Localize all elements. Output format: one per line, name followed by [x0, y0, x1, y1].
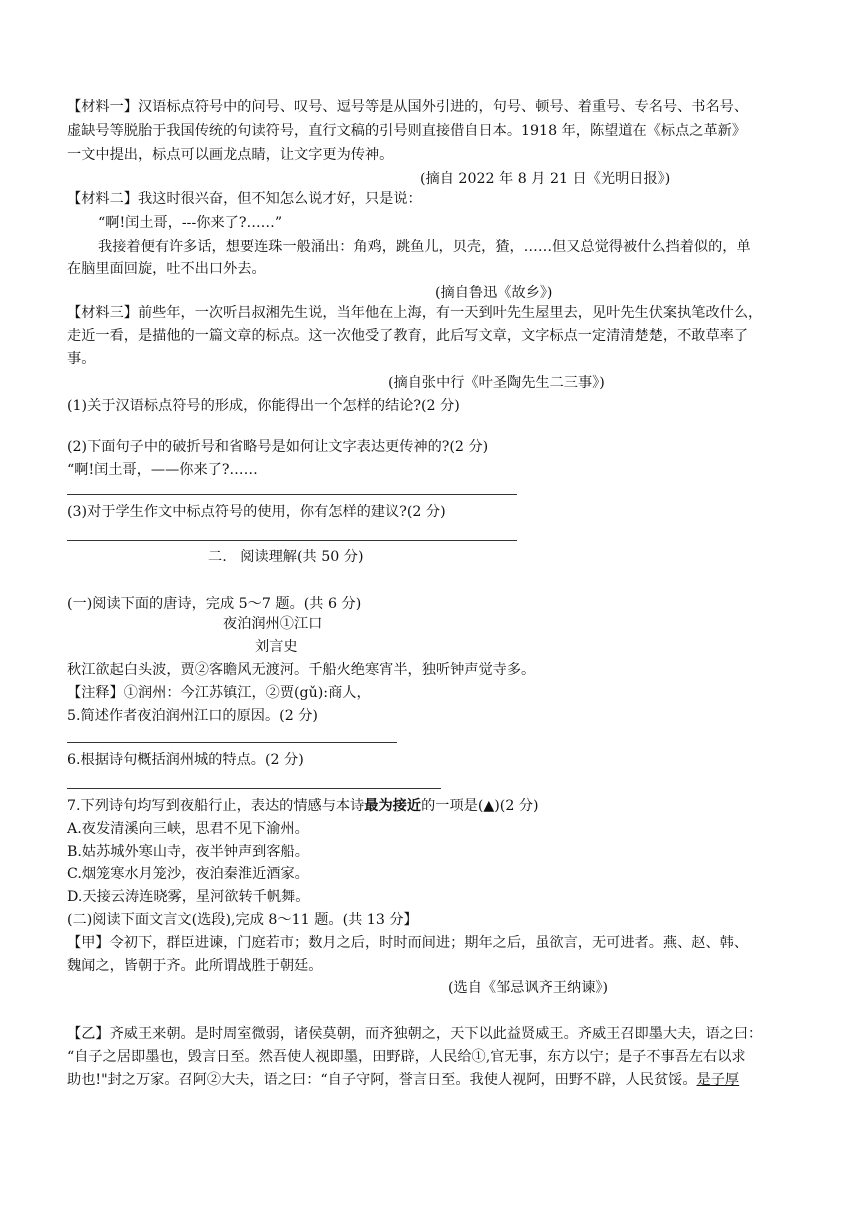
material1-source: (摘自 2022 年 8 月 21 日《光明日报》)	[420, 171, 671, 187]
answer-line-q3	[67, 540, 517, 541]
answer-line-q6	[67, 788, 441, 789]
jia-line1: 【甲】令初下，群臣进谏，门庭若市；数月之后，时时而间进；期年之后，虽欲言，无可进者。燕、赵、韩、	[67, 935, 749, 951]
material2-quote: “啊!闰土哥，---你来了?……”	[98, 215, 283, 231]
option-c: C.烟笼寒水月笼沙，夜泊秦淮近酒家。	[67, 866, 309, 882]
question-1: (1)关于汉语标点符号的形成，你能得出一个怎样的结论?(2 分)	[67, 398, 460, 414]
section-2-title: 二. 阅读理解(共 50 分)	[208, 549, 364, 565]
answer-line-q5	[67, 742, 397, 743]
material1-line1: 【材料一】汉语标点符号中的问号、叹号、逗号等是从国外引进的，句号、顿号、着重号、专名号、书名号、	[67, 99, 749, 115]
option-a: A.夜发清溪向三峡，思君不见下渝州。	[67, 821, 309, 837]
question-7: 7.下列诗句均写到夜船行止，表达的情感与本诗最为接近的一项是(▲)(2 分)	[67, 798, 539, 814]
material3-line3: 事。	[67, 351, 96, 367]
answer-line-q2	[67, 494, 517, 495]
emphasis-text: 最为接近	[364, 798, 422, 814]
question-2: (2)下面句子中的破折号和省略号是如何让文字表达更传神的?(2 分)	[67, 439, 489, 455]
poem-intro: (一)阅读下面的唐诗，完成 5～7 题。(共 6 分)	[67, 596, 362, 612]
yi-label: 【乙】	[67, 1026, 110, 1042]
material2-line3: 在脑里面回旋，吐不出口外去。	[67, 261, 266, 277]
option-b: B.姑苏城外寒山寺，夜半钟声到客船。	[67, 844, 309, 860]
material3-line2: 走近一看，是描他的一篇文章的标点。这一次他受了教育，此后写文章，文字标点一定清清楚楚，不敢草率了	[67, 328, 749, 344]
yi-line3: 助也!"封之万家。召阿②大夫，语之曰：“自子守阿，誉言日至。我使人视阿，田野不辟，人民贫馁。是子厚	[67, 1072, 740, 1088]
material1-line2: 虚缺号等脱胎于我国传统的句读符号，直行文稿的引号则直接借自日本。1918 年，陈望道在《标点之革新》	[67, 123, 747, 139]
material2-line2: 我接着便有许多话，想要连珠一般涌出：角鸡，跳鱼儿，贝壳，猹，……但又总觉得被什么挡着似的，单	[98, 239, 751, 255]
underlined-text: 是子厚	[696, 1072, 740, 1088]
poem-author: 刘言史	[255, 639, 298, 655]
yi-line2: “自子之居即墨也，毁言日至。然吾使人视即墨，田野辟，人民给①,官无事，东方以宁；是子不事吾左右以求	[67, 1049, 746, 1065]
question-5: 5.简述作者夜泊润州江口的原因。(2 分)	[67, 708, 318, 724]
material3-label: 【材料三】	[67, 305, 138, 321]
classical-intro: (二)阅读下面文言文(选段),完成 8～11 题。(共 13 分】	[67, 912, 418, 928]
jia-line2: 魏闻之，皆朝于齐。此所谓战胜于朝廷。	[67, 958, 323, 974]
question-2-quote: “啊!闰土哥，——你来了?……	[67, 462, 258, 478]
material1-label: 【材料一】	[67, 99, 138, 115]
material2-source: (摘自鲁迅《故乡》)	[435, 285, 553, 301]
jia-source: (选自《邹忌讽齐王纳谏》)	[448, 980, 609, 996]
material2-label: 【材料二】	[67, 191, 138, 207]
jia-label: 【甲】	[67, 935, 110, 951]
option-d: D.天接云涛连晓雾，星河欲转千帆舞。	[67, 889, 310, 905]
question-3: (3)对于学生作文中标点符号的使用，你有怎样的建议?(2 分)	[67, 504, 446, 520]
yi-line1: 【乙】齐威王来朝。是时周室微弱，诸侯莫朝，而齐独朝之，天下以此益贤威王。齐威王召即墨大夫，语之曰：	[67, 1026, 763, 1042]
poem-title: 夜泊润州①江口	[223, 616, 323, 632]
material3-source: (摘自张中行《叶圣陶先生二三事》)	[388, 375, 605, 391]
material2-line1: 【材料二】我这时很兴奋，但不知怎么说才好，只是说：	[67, 191, 422, 207]
question-6: 6.根据诗句概括润州城的特点。(2 分)	[67, 752, 304, 768]
poem-text: 秋江欲起白头波，贾②客瞻风无渡河。千船火绝寒宵半，独听钟声觉寺多。	[67, 662, 536, 678]
material1-line3: 一文中提出，标点可以画龙点睛，让文字更为传神。	[67, 147, 394, 163]
material3-line1: 【材料三】前些年，一次听吕叔湘先生说，当年他在上海，有一天到叶先生屋里去，见叶先生伏案执笔改什么，	[67, 305, 763, 321]
poem-note: 【注释】①润州：今江苏镇江，②贾(gǔ):商人，	[67, 685, 371, 701]
